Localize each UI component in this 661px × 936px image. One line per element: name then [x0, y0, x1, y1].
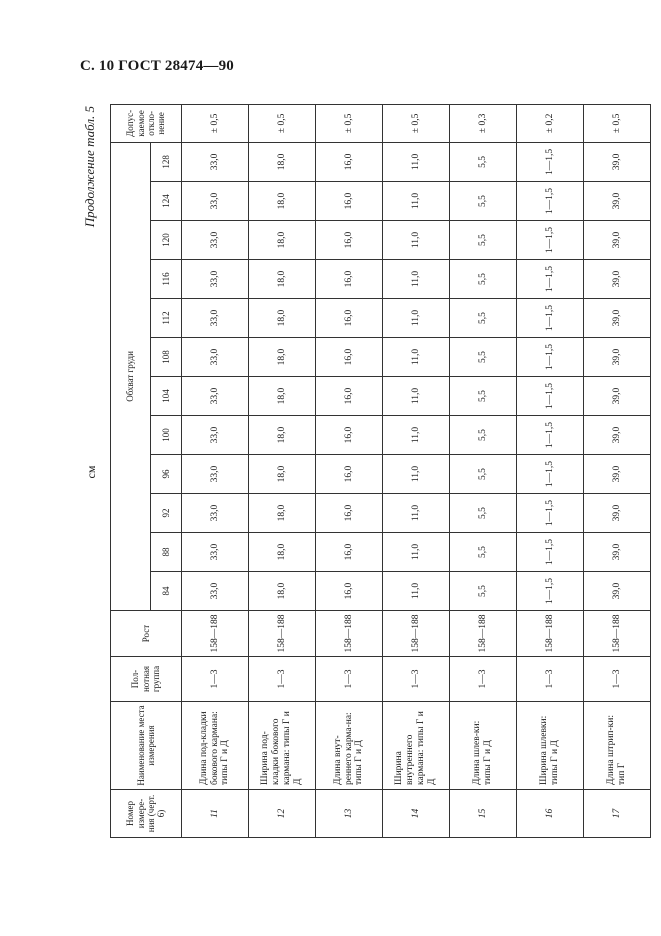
measurement-name: Ширина под-кладки бокового кармана: типы Г и Д: [249, 702, 316, 790]
measurement-value: 1—1,5: [517, 338, 584, 377]
measurement-value: 33,0: [182, 299, 249, 338]
fullness-group: 1—3: [584, 657, 651, 702]
header-height: Рост: [111, 611, 182, 657]
measurement-name: Длина штрип-ки: тип Г: [584, 702, 651, 790]
measurement-value: 1—1,5: [517, 377, 584, 416]
measurement-number: 14: [383, 790, 450, 838]
measurement-value: 39,0: [584, 221, 651, 260]
fullness-group: 1—3: [182, 657, 249, 702]
measurement-value: 1—1,5: [517, 416, 584, 455]
measurement-value: 39,0: [584, 299, 651, 338]
measurement-number: 17: [584, 790, 651, 838]
measurement-value: 39,0: [584, 533, 651, 572]
rotated-table-block: [82, 106, 627, 838]
measurement-value: 18,0: [249, 455, 316, 494]
measurement-value: 11,0: [383, 338, 450, 377]
table-caption: Продолжение табл. 5: [82, 106, 97, 228]
fullness-group: 1—3: [383, 657, 450, 702]
table-row: [383, 104, 450, 837]
tolerance-value: ± 0,3: [450, 104, 517, 142]
measurement-value: 11,0: [383, 260, 450, 299]
measurement-value: 16,0: [316, 221, 383, 260]
measurement-value: 33,0: [182, 142, 249, 181]
measurement-value: 1—1,5: [517, 299, 584, 338]
measurement-value: 11,0: [383, 533, 450, 572]
measurement-value: 33,0: [182, 221, 249, 260]
measurement-value: 11,0: [383, 377, 450, 416]
measurement-name: Длина под-кладки бокового кармана: типы Г и Д: [182, 702, 249, 790]
header-number: Номер измере-ния (черт. 6): [111, 790, 182, 838]
measurement-value: 18,0: [249, 260, 316, 299]
chest-size-header: 128: [151, 142, 182, 181]
table-row: [450, 104, 517, 837]
measurement-value: 39,0: [584, 572, 651, 611]
chest-size-header: 100: [151, 416, 182, 455]
chest-size-header: 120: [151, 221, 182, 260]
measurement-value: 16,0: [316, 377, 383, 416]
measurement-value: 33,0: [182, 377, 249, 416]
measurement-value: 1—1,5: [517, 221, 584, 260]
measurement-value: 39,0: [584, 260, 651, 299]
measurement-value: 33,0: [182, 533, 249, 572]
measurement-value: 11,0: [383, 299, 450, 338]
measurement-value: 16,0: [316, 260, 383, 299]
chest-size-header: 92: [151, 494, 182, 533]
measurement-value: 33,0: [182, 455, 249, 494]
measurement-value: 18,0: [249, 182, 316, 221]
measurement-value: 39,0: [584, 416, 651, 455]
measurement-value: 11,0: [383, 572, 450, 611]
height-range: 158—188: [450, 611, 517, 657]
measurement-value: 1—1,5: [517, 142, 584, 181]
height-range: 158—188: [249, 611, 316, 657]
measurement-value: 5,5: [450, 533, 517, 572]
measurement-value: 16,0: [316, 299, 383, 338]
table-row: [182, 104, 249, 837]
measurement-value: 5,5: [450, 494, 517, 533]
measurement-value: 16,0: [316, 416, 383, 455]
chest-size-header: 104: [151, 377, 182, 416]
table-body: [182, 104, 651, 837]
header-name: Наименование места измерения: [111, 702, 182, 790]
header-chest: Обхват груди: [111, 142, 151, 610]
measurement-value: 11,0: [383, 142, 450, 181]
measurement-value: 18,0: [249, 377, 316, 416]
fullness-group: 1—3: [517, 657, 584, 702]
measurement-value: 18,0: [249, 572, 316, 611]
measurement-value: 5,5: [450, 299, 517, 338]
measurement-value: 16,0: [316, 533, 383, 572]
tolerance-value: ± 0,5: [316, 104, 383, 142]
measurement-name: Длина внут-реннего карма-на: типы Г и Д: [316, 702, 383, 790]
fullness-group: 1—3: [450, 657, 517, 702]
measurement-value: 5,5: [450, 142, 517, 181]
measurement-value: 5,5: [450, 572, 517, 611]
measurement-number: 15: [450, 790, 517, 838]
measurement-value: 1—1,5: [517, 455, 584, 494]
height-range: 158—188: [584, 611, 651, 657]
chest-size-header: 84: [151, 572, 182, 611]
measurement-value: 18,0: [249, 299, 316, 338]
measurement-value: 18,0: [249, 533, 316, 572]
measurement-value: 1—1,5: [517, 260, 584, 299]
page-header: С. 10 ГОСТ 28474—90: [80, 58, 234, 74]
measurement-value: 33,0: [182, 494, 249, 533]
measurement-value: 39,0: [584, 377, 651, 416]
table-row: [584, 104, 651, 837]
tolerance-value: ± 0,5: [383, 104, 450, 142]
height-range: 158—188: [517, 611, 584, 657]
chest-size-header: 124: [151, 182, 182, 221]
measurement-value: 5,5: [450, 260, 517, 299]
measurement-number: 16: [517, 790, 584, 838]
measurement-value: 1—1,5: [517, 182, 584, 221]
measurement-value: 18,0: [249, 338, 316, 377]
fullness-group: 1—3: [316, 657, 383, 702]
measurement-value: 16,0: [316, 572, 383, 611]
measurement-value: 16,0: [316, 494, 383, 533]
measurement-value: 16,0: [316, 455, 383, 494]
measurement-value: 5,5: [450, 377, 517, 416]
measurement-value: 39,0: [584, 338, 651, 377]
measurement-value: 5,5: [450, 221, 517, 260]
chest-size-header: 108: [151, 338, 182, 377]
chest-size-header: 116: [151, 260, 182, 299]
height-range: 158—188: [182, 611, 249, 657]
table-row: [316, 104, 383, 837]
measurement-value: 39,0: [584, 455, 651, 494]
measurement-value: 18,0: [249, 416, 316, 455]
chest-size-header: 112: [151, 299, 182, 338]
size-table: [110, 104, 651, 838]
measurement-value: 5,5: [450, 338, 517, 377]
height-range: 158—188: [316, 611, 383, 657]
measurement-name: Ширина шлевки: типы Г и Д: [517, 702, 584, 790]
chest-size-header: 96: [151, 455, 182, 494]
chest-size-header: 88: [151, 533, 182, 572]
tolerance-value: ± 0,5: [249, 104, 316, 142]
measurement-value: 33,0: [182, 338, 249, 377]
measurement-value: 18,0: [249, 494, 316, 533]
measurement-number: 12: [249, 790, 316, 838]
unit-label: см: [84, 465, 98, 479]
measurement-name: Ширина внутреннего кармана: типы Г и Д: [383, 702, 450, 790]
measurement-value: 1—1,5: [517, 494, 584, 533]
measurement-value: 5,5: [450, 416, 517, 455]
measurement-value: 18,0: [249, 142, 316, 181]
measurement-value: 39,0: [584, 142, 651, 181]
measurement-value: 33,0: [182, 572, 249, 611]
measurement-value: 33,0: [182, 416, 249, 455]
measurement-value: 39,0: [584, 494, 651, 533]
table-row: [517, 104, 584, 837]
measurement-number: 11: [182, 790, 249, 838]
measurement-value: 16,0: [316, 142, 383, 181]
measurement-name: Длина шлев-ки: типы Г и Д: [450, 702, 517, 790]
height-range: 158—188: [383, 611, 450, 657]
measurement-value: 18,0: [249, 221, 316, 260]
measurement-value: 11,0: [383, 221, 450, 260]
fullness-group: 1—3: [249, 657, 316, 702]
measurement-value: 33,0: [182, 182, 249, 221]
measurement-value: 5,5: [450, 182, 517, 221]
tolerance-value: ± 0,5: [584, 104, 651, 142]
measurement-value: 39,0: [584, 182, 651, 221]
header-tolerance: Допус-каемое откло-нение: [111, 104, 182, 142]
measurement-value: 16,0: [316, 338, 383, 377]
tolerance-value: ± 0,2: [517, 104, 584, 142]
measurement-value: 11,0: [383, 455, 450, 494]
measurement-value: 33,0: [182, 260, 249, 299]
measurement-value: 11,0: [383, 416, 450, 455]
measurement-value: 16,0: [316, 182, 383, 221]
table-row: [249, 104, 316, 837]
header-group: Пол-нотная группа: [111, 657, 182, 702]
measurement-value: 1—1,5: [517, 533, 584, 572]
measurement-number: 13: [316, 790, 383, 838]
measurement-value: 11,0: [383, 494, 450, 533]
measurement-value: 5,5: [450, 455, 517, 494]
measurement-value: 11,0: [383, 182, 450, 221]
tolerance-value: ± 0,5: [182, 104, 249, 142]
measurement-value: 1—1,5: [517, 572, 584, 611]
